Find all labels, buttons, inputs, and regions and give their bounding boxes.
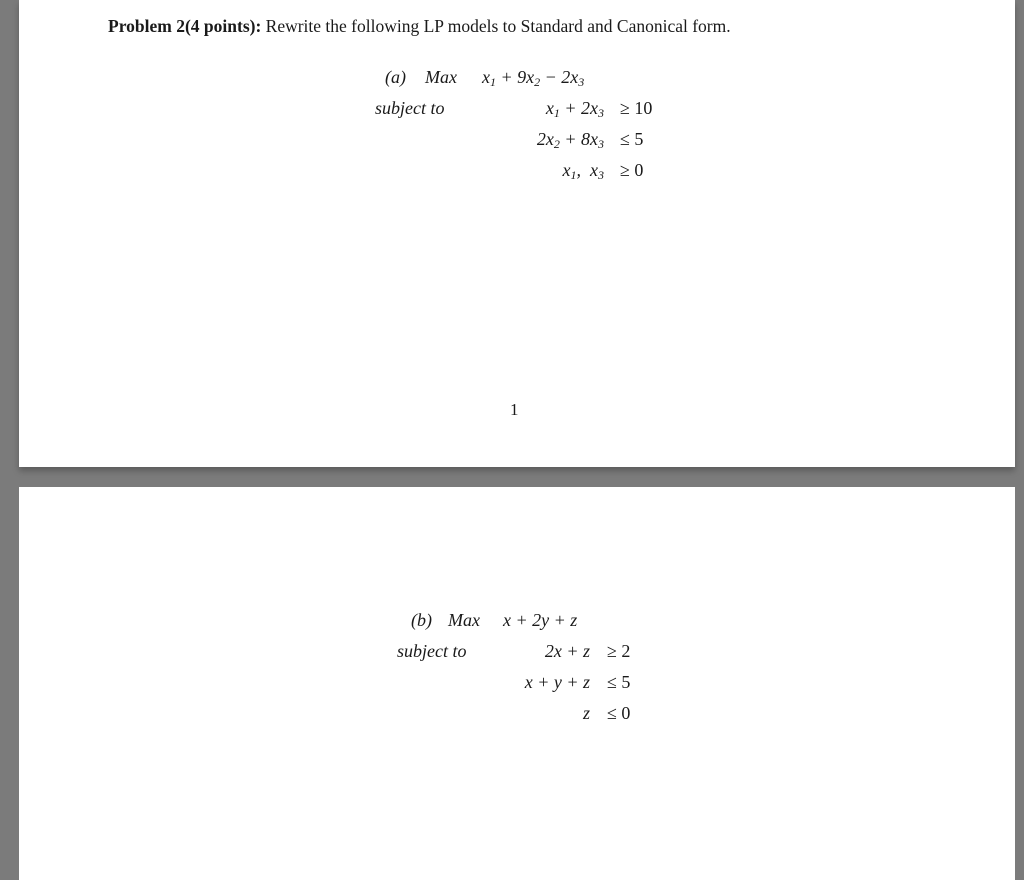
lp-model-b — [397, 605, 677, 729]
constraint-lhs: $2x_2 + 8x_3$ — [536, 129, 604, 151]
nonnegativity-row — [375, 155, 675, 186]
objective-row — [375, 62, 675, 93]
constraint-rhs: ≥ 0 — [620, 160, 644, 180]
objective-function: $x_1 + 9x_2 - 2x_3$ — [482, 67, 585, 89]
model-label: (b) — [411, 610, 432, 630]
constraint-row — [397, 698, 677, 729]
constraint-row — [375, 124, 675, 155]
document-page-2 — [19, 487, 1015, 880]
problem-instruction: Rewrite the following LP models to Standard and Canonical form. — [261, 16, 731, 36]
subject-to-label: subject to — [375, 98, 445, 118]
constraint-rhs: ≥ 2 — [607, 641, 631, 661]
constraint-rhs: ≤ 5 — [620, 129, 644, 149]
constraint-rhs: ≥ 10 — [620, 98, 653, 118]
problem-title: Problem 2(4 points): — [108, 16, 262, 36]
max-label: Max — [448, 610, 480, 630]
constraint-row — [397, 636, 677, 667]
document-page-1 — [19, 0, 1015, 467]
constraint-lhs: $x_1 + 2x_3$ — [545, 98, 604, 120]
constraint-row — [375, 93, 675, 124]
page-number: 1 — [510, 400, 519, 419]
problem-heading — [108, 16, 731, 37]
max-label: Max — [425, 67, 457, 87]
constraint-lhs: z — [582, 703, 590, 723]
objective-function: x + 2y + z — [503, 610, 578, 630]
lp-model-a — [375, 62, 675, 186]
constraint-rhs: ≤ 0 — [607, 703, 631, 723]
model-label: (a) — [385, 67, 406, 87]
constraint-rhs: ≤ 5 — [607, 672, 631, 692]
constraint-row — [397, 667, 677, 698]
constraint-lhs: x + y + z — [524, 672, 590, 692]
constraint-lhs: $x_1$, $x_3$ — [562, 160, 604, 182]
objective-row — [397, 605, 677, 636]
constraint-lhs: 2x + z — [544, 641, 590, 661]
subject-to-label: subject to — [397, 641, 467, 661]
